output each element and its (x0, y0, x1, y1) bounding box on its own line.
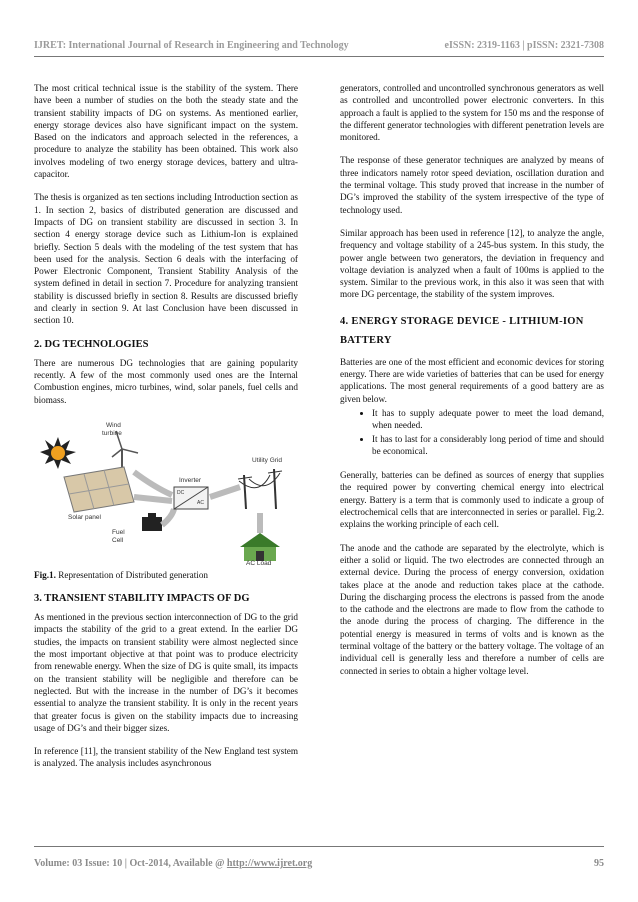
fuel-cell-icon (142, 513, 162, 531)
section-heading-transient: 3. TRANSIENT STABILITY IMPACTS OF DG (34, 593, 250, 605)
fig-label-wind: Wind (106, 421, 121, 429)
left-column (34, 82, 298, 781)
footer-text: Volume: 03 Issue: 10 | Oct-2014, Available @ (34, 858, 227, 869)
page-header (34, 40, 604, 51)
house-icon (240, 533, 280, 561)
fig-label-utility-grid: Utility Grid (252, 456, 282, 464)
list-item: • It has to supply adequate power to meet the load demand, when needed. (372, 407, 604, 432)
paragraph: The response of these generator techniques are analyzed by means of three indicators namely rotor speed deviation, oscillation duration and the terminal voltage. This study proved that increase in the number of DG’s improved the stability of the system irrespective of the type of technology used. (340, 155, 604, 215)
issn: eISSN: 2319-1163 | pISSN: 2321-7308 (444, 40, 604, 51)
paragraph: There are numerous DG technologies that are gaining popularity recently. A few of the most commonly used ones are the Internal Combustion engines, micro turbines, wind, solar panels, fuel cells and biomass. (34, 357, 298, 405)
fig-label-dc: DC (177, 489, 185, 496)
utility-grid-icon (238, 469, 282, 509)
paragraph: As mentioned in the previous section interconnection of DG to the grid impacts the stability of the grid to a great extend. In the earlier DG studies, the impacts on transient stability were almost neglected since the most important objective at that point was to produce electricity from renewable energy. When the size of DG is quite small, its impacts on the transient stability will be negligible and therefore can be neglected. But with the increase in the number of DG’s it becomes essential to analyze the transient stability. It is only in the recent years that greater focus is given on the stability impacts due to increasing usage of DG’s and their bigger sizes. (34, 612, 298, 733)
paragraph: Generally, batteries can be defined as sources of energy that supplies the required power by converting chemical energy into electrical energy. Battery is a term that is commonly used to indicate a group of electrochemical cells that are interconnected in series or parallel. Fig.2. explains the working principle of each cell. (340, 470, 604, 530)
section-heading-energy-storage: 4. ENERGY STORAGE DEVICE - LITHIUM-ION BATTERY (340, 315, 584, 346)
footer-rule (34, 846, 604, 847)
figure-distributed-generation (34, 417, 298, 567)
fig-label-ac-load: AC Load (246, 559, 272, 567)
paragraph: Similar approach has been used in reference [12], to analyze the angle, frequency and voltage stability of a 245-bus system. In this study, the power angle between two generators, the deviation in frequency and voltage deviation is analyzed when a fault of 100ms is applied to the system. Similar to the previous work, in this also it was seen that with more DG percentage, the stability of the system improves. (340, 227, 604, 300)
requirements-list (340, 407, 604, 457)
section-heading-dg: 2. DG TECHNOLOGIES (34, 338, 149, 350)
solar-panel-icon (64, 467, 134, 512)
fig-label-solar-panel: Solar panel (68, 513, 101, 521)
figure-caption: Fig.1. Representation of Distributed generation (34, 569, 209, 580)
sun-icon (40, 437, 76, 469)
paragraph: generators, controlled and uncontrolled synchronous generators as well as controlled and uncontrolled power electronic converters. In this approach a fault is applied to the system for 150 ms and the response of the different generator technologies with different penetration levels are monitored. (340, 83, 604, 143)
right-column (340, 82, 604, 688)
page-footer (34, 858, 604, 869)
paragraph: The thesis is organized as ten sections including Introduction section as 1. In section 2, basics of distributed generation are discussed and Impacts of DG on transient stability are discussed in section 3. In section 4 energy storage device such as Lithium-Ion is explained briefly. Section 5 deals with the modeling of the test system that has been used for the analysis. Section 6 deals with the interfacing of Power Electronic Component, Transient Stability Analysis of the system defined in detail in section 7. Procedure for analyzing transient stability is discussed briefly in section 8. Results are discussed briefly and clearly in section 9. At last Conclusion have been discussed in section 10. (34, 192, 298, 326)
paragraph: In reference [11], the transient stability of the New England test system is analyzed. The analysis includes asynchronous (34, 746, 298, 769)
fig-label-cell: Cell (112, 536, 124, 544)
fig-label-turbine: turbine (102, 429, 122, 437)
journal-title: IJRET: International Journal of Research in Engineering and Technology (34, 40, 349, 51)
page-number: 95 (594, 858, 604, 869)
paragraph: The anode and the cathode are separated by the electrolyte, which is either a solid or liquid. The two electrodes are connected through an external device. During the process of energy conversion, oxidation takes place at the anode and reduction takes place at the cathode. During the discharging process the electrons is passed from the anode to the cathode and the electrons are made to flow from the cathode to the anode during the process of charging. The difference in the potential energy is measured in terms of volts and is known as the terminal voltage of the battery or the battery voltage. The voltage of an individual cell is generally less and therefore a number of cells are connected in series to obtain a higher voltage level. (340, 542, 604, 676)
paragraph: The most critical technical issue is the stability of the system. There have been a number of studies on the both the steady state and the transient stability impacts of DG on systems. As mentioned earlier, energy storage devices also have significant impact on the system. Based on the indicators and approach selected in the references, a procedure to analyze the stability has been obtained. This work also involves modeling of two energy storage devices, battery and ultra-capacitor. (34, 83, 298, 180)
dg-diagram (34, 417, 298, 567)
fig-label-fuel: Fuel (112, 528, 125, 536)
list-item: • It has to last for a considerably long period of time and should be economical. (372, 433, 604, 458)
header-rule (34, 56, 604, 57)
paragraph: Batteries are one of the most efficient and economic devices for storing energy. There are wide varieties of batteries that can be used for energy applications. The most general requirements of a good battery are as given below. (340, 356, 604, 404)
fig-label-ac: AC (197, 499, 204, 506)
fig-label-inverter: Inverter (179, 476, 202, 484)
journal-link[interactable]: http://www.ijret.org (226, 858, 313, 869)
